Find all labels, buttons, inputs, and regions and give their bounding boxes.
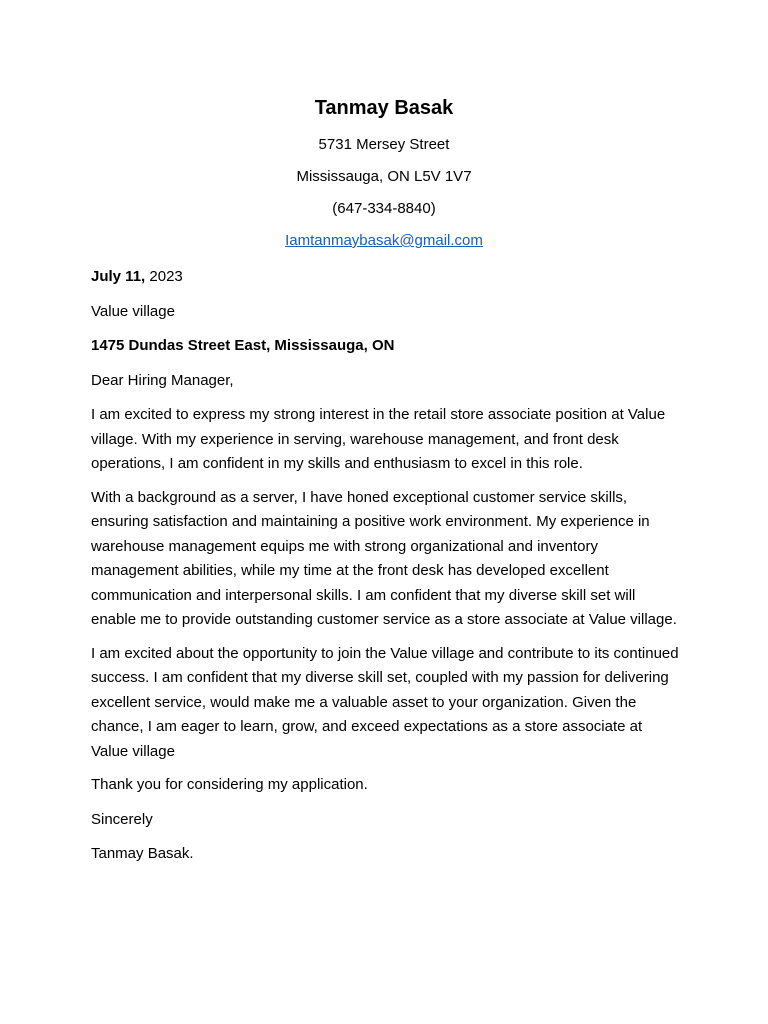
letter-header — [0, 94, 768, 263]
sender-email-link[interactable]: Iamtanmaybasak@gmail.com — [285, 232, 483, 249]
sender-city: Mississauga, ON L5V 1V7 — [296, 168, 472, 185]
letter-body — [91, 265, 681, 877]
paragraph-intro: I am excited to express my strong interest in the retail store associate position at Value village. With my experience in serving, warehouse management, and front desk operations, I am confident in my skills and enthusiasm to excel in this role. — [91, 406, 666, 472]
signature: Tanmay Basak. — [91, 845, 194, 862]
recipient-address: 1475 Dundas Street East, Mississauga, ON — [91, 337, 395, 354]
paragraph-thanks: Thank you for considering my application. — [91, 776, 368, 793]
salutation: Dear Hiring Manager, — [91, 371, 234, 389]
letter-date — [91, 265, 681, 290]
sender-name: Tanmay Basak — [314, 97, 454, 119]
paragraph-experience: With a background as a server, I have honed exceptional customer service skills, ensuring satisfaction and maintaining a positive work environment. My experience in warehouse management equips me with strong organizational and inventory management abilities, while my time at the front desk has developed excellent communication and interpersonal skills. I am confident that my diverse skill set will enable me to provide outstanding customer service as a store associate at Value village. — [91, 488, 677, 628]
closing: Sincerely — [91, 810, 153, 828]
date-year: 2023 — [145, 268, 183, 285]
sender-street: 5731 Mersey Street — [318, 136, 450, 153]
paragraph-motivation: I am excited about the opportunity to join the Value village and contribute to its continued success. I am confident that my diverse skill set, coupled with my passion for delivering excellent service, would make me a valuable asset to your organization. Given the chance, I am eager to learn, grow, and exceed expectations as a store associate at Value village — [91, 644, 679, 760]
date-month-day: July 11, — [91, 268, 146, 285]
sender-phone: (647-334-8840) — [332, 200, 436, 217]
recipient-company: Value village — [91, 302, 175, 320]
